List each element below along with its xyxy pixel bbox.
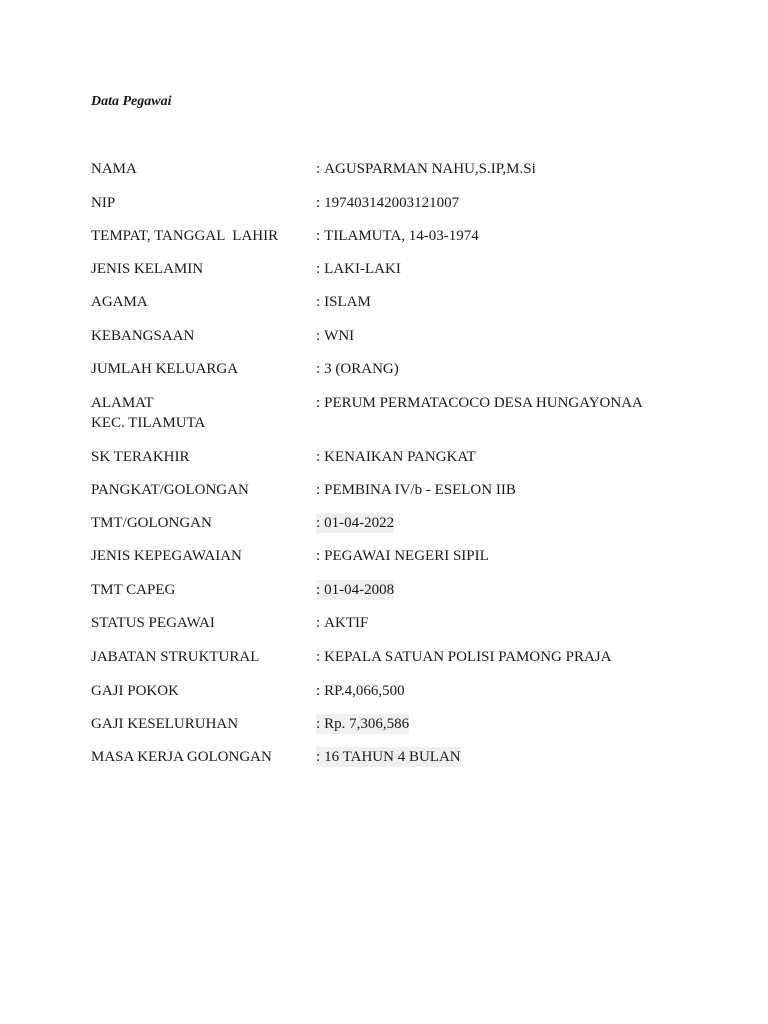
field-value: AKTIF bbox=[324, 615, 369, 631]
separator: : bbox=[316, 449, 321, 465]
field-value: KEPALA SATUAN POLISI PAMONG PRAJA bbox=[324, 649, 612, 665]
field-label: SK TERAKHIR bbox=[91, 449, 190, 465]
field-value: PERUM PERMATACOCO DESA HUNGAYONAA bbox=[324, 395, 643, 411]
field-label: TMT/GOLONGAN bbox=[91, 515, 212, 531]
field-value: ISLAM bbox=[324, 294, 371, 310]
field-label: KEBANGSAAN bbox=[91, 328, 195, 344]
field-value: 16 TAHUN 4 BULAN bbox=[324, 749, 461, 765]
field-value: Rp. 7,306,586 bbox=[324, 716, 410, 732]
field-value: 197403142003121007 bbox=[324, 195, 460, 211]
field-label: GAJI POKOK bbox=[91, 683, 179, 699]
field-label: AGAMA bbox=[91, 294, 148, 310]
field-value: TILAMUTA, 14-03-1974 bbox=[324, 228, 479, 244]
separator: : bbox=[316, 294, 321, 310]
field-value: RP.4,066,500 bbox=[324, 683, 405, 699]
separator: : bbox=[316, 161, 321, 177]
field-label: STATUS PEGAWAI bbox=[91, 615, 215, 631]
field-value: PEMBINA IV/b - ESELON IIB bbox=[324, 482, 516, 498]
separator: : bbox=[316, 649, 321, 665]
field-value: 01-04-2022 bbox=[324, 515, 395, 531]
separator: : bbox=[316, 548, 321, 564]
field-label: JENIS KEPEGAWAIAN bbox=[91, 548, 242, 564]
field-label: MASA KERJA GOLONGAN bbox=[91, 749, 272, 765]
field-label: NAMA bbox=[91, 161, 137, 177]
separator: : bbox=[316, 195, 321, 211]
field-label: TEMPAT, TANGGAL LAHIR bbox=[91, 228, 279, 244]
field-value: 3 (ORANG) bbox=[324, 361, 399, 377]
separator: : bbox=[316, 261, 321, 277]
separator: : bbox=[316, 482, 321, 498]
separator: : bbox=[316, 361, 321, 377]
separator: : bbox=[316, 228, 321, 244]
field-label: JABATAN STRUKTURAL bbox=[91, 649, 260, 665]
field-label: JUMLAH KELUARGA bbox=[91, 361, 239, 377]
field-label-continuation: KEC. TILAMUTA bbox=[91, 415, 206, 431]
field-label: JENIS KELAMIN bbox=[91, 261, 204, 277]
separator: : bbox=[316, 716, 321, 732]
field-label: GAJI KESELURUHAN bbox=[91, 716, 239, 732]
field-label: PANGKAT/GOLONGAN bbox=[91, 482, 249, 498]
field-value: KENAIKAN PANGKAT bbox=[324, 449, 476, 465]
separator: : bbox=[316, 395, 321, 411]
separator: : bbox=[316, 615, 321, 631]
separator: : bbox=[316, 582, 321, 598]
separator: : bbox=[316, 683, 321, 699]
field-value: LAKI-LAKI bbox=[324, 261, 401, 277]
field-value: PEGAWAI NEGERI SIPIL bbox=[324, 548, 489, 564]
field-label: TMT CAPEG bbox=[91, 582, 176, 598]
field-value: WNI bbox=[324, 328, 355, 344]
page-title: Data Pegawai bbox=[91, 94, 172, 109]
field-label: NIP bbox=[91, 195, 116, 211]
separator: : bbox=[316, 749, 321, 765]
separator: : bbox=[316, 328, 321, 344]
field-label: ALAMAT bbox=[91, 395, 154, 411]
field-value: AGUSPARMAN NAHU,S.IP,M.Si bbox=[324, 161, 536, 177]
separator: : bbox=[316, 515, 321, 531]
field-value: 01-04-2008 bbox=[324, 582, 395, 598]
